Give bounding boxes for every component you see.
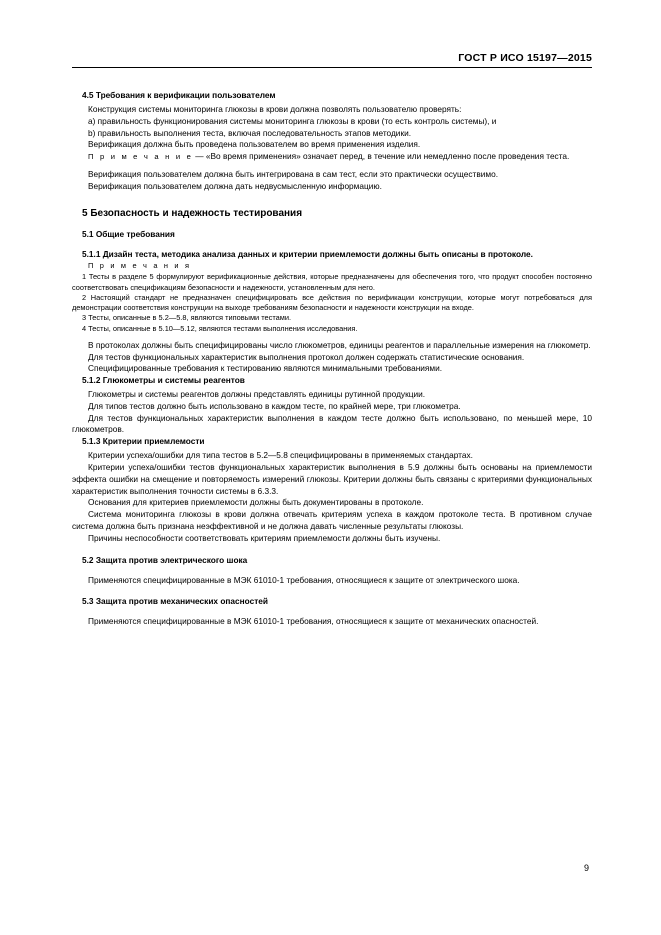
section-5-1-3-paragraph-3: Основания для критериев приемлемости должны быть документированы в протоколе. (88, 497, 424, 508)
section-5-2-title: 5.2 Защита против электрического шока (82, 554, 248, 565)
note-label: П р и м е ч а н и е (88, 152, 193, 162)
section-4-5-note (72, 151, 592, 163)
section-5-1-title: 5.1 Общие требования (82, 229, 175, 240)
section-4-5-paragraph-5: Верификация пользователем должна быть интегрирована в сам тест, если это практически осуществимо. (88, 168, 498, 179)
section-5-1-2-paragraph-2: Для типов тестов должно быть использовано в каждом тесте, по крайней мере, три глюкометра. (88, 400, 461, 411)
section-5-2-paragraph-1: Применяются специфицированные в МЭК 61010-1 требования, относящиеся к защите от электрического шока. (88, 574, 520, 585)
section-5-1-1-paragraph-1: В протоколах должны быть специфицированы число глюкометров, единицы реагентов и параллельные измерения на глюкометр. (88, 339, 591, 350)
section-5-1-3-paragraph-1: Критерии успеха/ошибки для типа тестов в 5.2—5.8 специфицированы в применяемых стандартах. (88, 450, 473, 461)
section-5-3-title: 5.3 Защита против механических опасностей (82, 596, 269, 607)
section-5-1-1-paragraph-3: Специфицированные требования к тестированию являются минимальными требованиями. (88, 363, 443, 374)
section-4-5-paragraph-3: b) правильность выполнения теста, включая последовательность этапов методики. (88, 127, 412, 138)
section-4-5-paragraph-1: Конструкция системы мониторинга глюкозы в крови должна позволять пользователю проверять: (88, 104, 462, 114)
section-5-1-2-title: 5.1.2 Глюкометры и системы реагентов (82, 375, 245, 386)
notes-label: П р и м е ч а н и я (88, 261, 192, 271)
section-4-5-paragraph-4: Верификация должна быть проведена пользователем во время применения изделия. (88, 139, 421, 150)
page-number: 9 (583, 863, 589, 873)
section-4-5-paragraph-2: a) правильность функционирования системы мониторинга глюкозы в крови (то есть контроль системы), и (88, 115, 497, 126)
section-4-5-title: 4.5 Требования к верификации пользователем (82, 90, 276, 100)
section-5-1 (72, 229, 592, 375)
section-5-1-1-title: 5.1.1 Дизайн теста, методика анализа данных и критерии приемлемости должны быть описаны в протоколе. (82, 249, 533, 260)
page-header: ГОСТ Р ИСО 15197—2015 (72, 52, 592, 68)
section-4-5-paragraph-6: Верификация пользователем должна дать недвусмысленную информацию. (88, 180, 382, 191)
section-5-1-2-paragraph-3: Для тестов функциональных характеристик выполнения в каждом тесте должно быть использовано, по меньшей мере, 10 глюкометров. (72, 412, 592, 435)
section-5-1-2 (72, 375, 592, 436)
section-5-1-1-paragraph-2: Для тестов функциональных характеристик выполнения протокол должен содержать статистические основания. (88, 351, 525, 362)
section-4-5 (72, 90, 592, 192)
section-5-1-2-paragraph-1: Глюкометры и системы реагентов должны представлять единицы рутинной продукции. (88, 389, 426, 400)
section-5-title: 5 Безопасность и надежность тестирования (82, 208, 303, 220)
page-content (72, 52, 592, 628)
section-5-1-3-paragraph-5: Причины неспособности соответствовать критериям приемлемости должны быть изучены. (88, 532, 441, 543)
section-5-1-3-title: 5.1.3 Критерии приемлемости (82, 436, 205, 447)
section-5-2 (72, 555, 592, 587)
section-5-1-3-paragraph-4: Система мониторинга глюкозы в крови должна отвечать критериям успеха в каждом протоколе теста. В противном случае система должна быть признана неэффективной и не должна давать численные результаты глюкозы. (72, 509, 592, 531)
section-5-3-paragraph-1: Применяются специфицированные в МЭК 61010-1 требования, относящиеся к защите от механических опасностей. (88, 616, 539, 627)
section-5-1-1-notes (72, 261, 592, 334)
note-4: 4 Тесты, описанные в 5.10—5.12, являются тестами выполнения исследования. (82, 323, 358, 333)
section-5-3 (72, 596, 592, 628)
note-text: — «Во время применения» означает перед, в течение или немедленно после проведения теста. (193, 151, 570, 162)
note-1: 1 Тесты в разделе 5 формулируют верификационные действия, которые предназначены для обеспечения того, что продукт способен постоянно соответствовать спецификациям безопасности и надежности, установленным для него. (72, 272, 592, 292)
section-5-1-3-paragraph-2: Критерии успеха/ошибки тестов функциональных характеристик выполнения в 5.9 должны быть основаны на приемлемости эффекта ошибки на смещение и повторяемость измерений глюкозы. Критерии должны быть связаны с критериями функциональных характеристик выполнения точности системы в 6.3.3. (72, 462, 592, 496)
section-5-1-3 (72, 436, 592, 544)
note-2: 2 Настоящий стандарт не предназначен специфицировать все действия по верификации конструкции, которые могут потребоваться для демонстрации соответствия конструкции на выходе требованиям безопасности и надежности конструкции на входе. (72, 292, 592, 313)
note-3: 3 Тесты, описанные в 5.2—5.8, являются типовыми тестами. (82, 313, 291, 323)
